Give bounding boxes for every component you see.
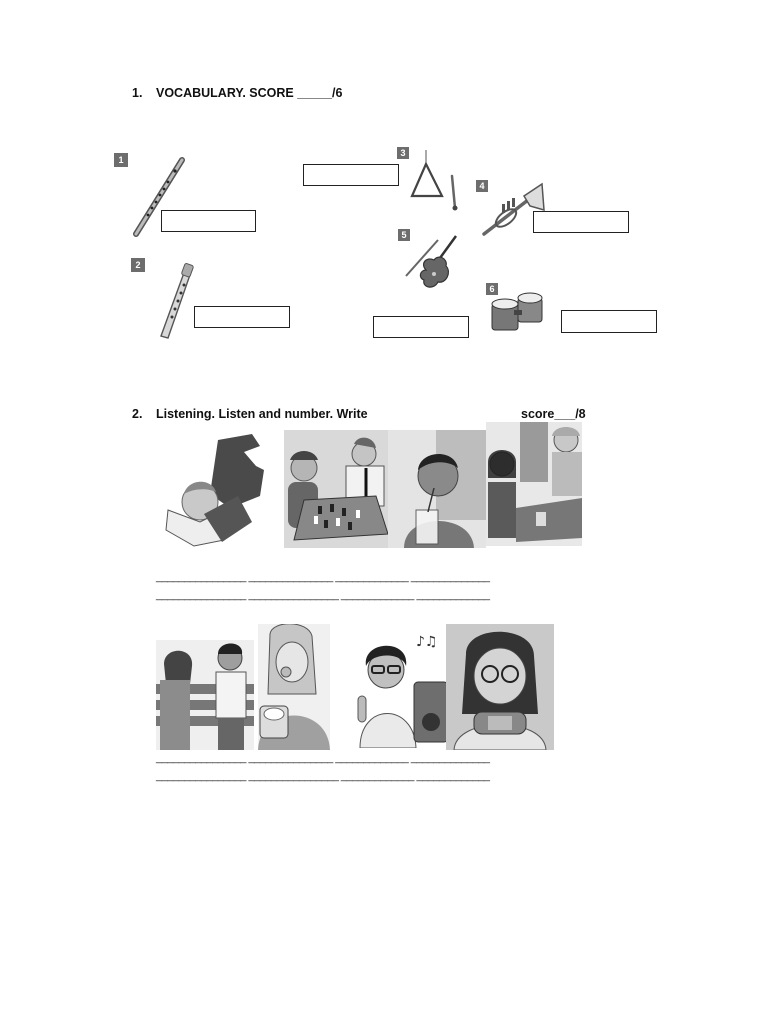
- girls-at-stall-icon: [486, 422, 582, 546]
- answer-box-3[interactable]: [533, 211, 629, 233]
- item-number-badge-4: 4: [476, 180, 488, 192]
- boy-reading-icon: [160, 430, 270, 548]
- listening-title: Listening. Listen and number. Write: [156, 407, 368, 421]
- vocabulary-title: VOCABULARY. SCORE _____/6: [156, 86, 343, 100]
- answer-box-4[interactable]: [194, 306, 290, 328]
- writing-line[interactable]: ________________ _______________ _____________ ______________: [156, 752, 490, 764]
- vocabulary-heading: [132, 86, 342, 100]
- listening-number: 2.: [132, 407, 143, 421]
- item-number-badge-2: 2: [131, 258, 145, 272]
- item-number-badge-1: 1: [114, 153, 128, 167]
- boy-drinking-icon: [388, 430, 486, 548]
- answer-box-1[interactable]: [303, 164, 399, 186]
- item-number-badge-3: 3: [397, 147, 409, 159]
- writing-line[interactable]: ________________ _______________ _____________ ______________: [156, 571, 490, 583]
- recorder-icon: [155, 262, 197, 340]
- answer-box-6[interactable]: [561, 310, 657, 333]
- item-number-badge-6: 6: [486, 283, 498, 295]
- triangle-icon: [408, 150, 462, 214]
- writing-line[interactable]: ________________ ________________ _____________ _____________: [156, 770, 490, 782]
- answer-box-5[interactable]: [373, 316, 469, 338]
- listening-score: score___/8: [521, 407, 586, 421]
- writing-line[interactable]: ________________ ________________ _____________ _____________: [156, 589, 490, 601]
- bongo-drums-icon: [490, 292, 546, 334]
- friends-talking-icon: [156, 640, 254, 750]
- vocabulary-number: 1.: [132, 86, 143, 100]
- playing-chess-icon: [284, 430, 388, 548]
- boy-listening-music-icon: [352, 632, 448, 748]
- violin-icon: [404, 234, 462, 294]
- listening-heading: [132, 407, 368, 421]
- svg-text:♪♫: ♪♫: [416, 634, 438, 650]
- girl-video-game-icon: [446, 624, 554, 750]
- answer-box-2[interactable]: [161, 210, 256, 232]
- item-number-badge-5: 5: [398, 229, 410, 241]
- girl-eating-snack-icon: [258, 624, 330, 750]
